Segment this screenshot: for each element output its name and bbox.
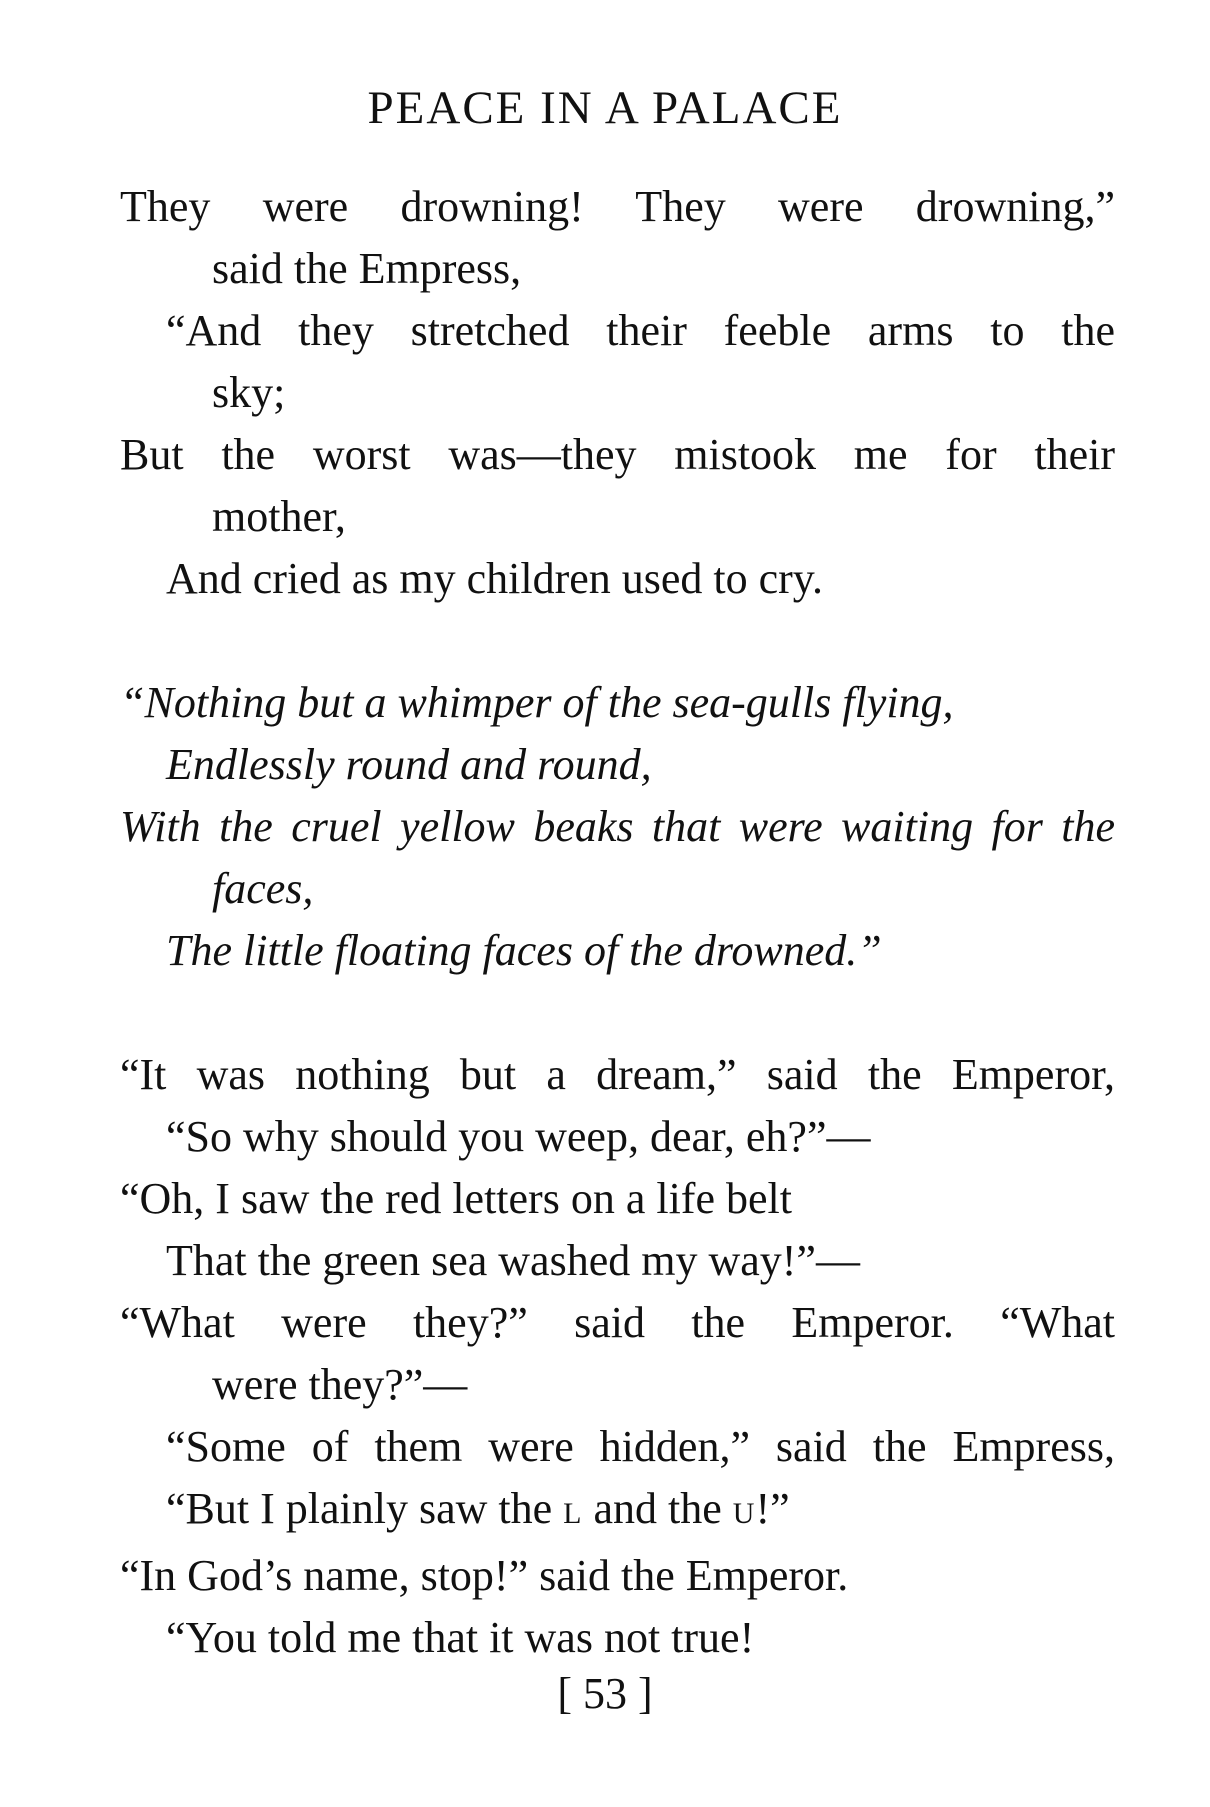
verse-line: “In God’s name, stop!” said the Emperor. [120,1551,849,1600]
running-title: PEACE IN A PALACE [367,82,843,134]
verse-line: Endlessly round and round, [166,740,652,789]
verse-line: That the green sea washed my way!”— [166,1236,860,1285]
stanza-3 [120,1044,1115,1669]
verse-line: said the Empress, [212,244,522,293]
verse-line: “Some of them were hidden,” said the Empress, [166,1422,1115,1471]
verse-line: And cried as my children used to cry. [166,554,823,603]
verse-line: mother, [212,492,346,541]
verse-line: “And they stretched their feeble arms to the [166,306,1115,355]
verse-line: With the cruel yellow beaks that were waiting for the [120,802,1115,851]
poem-body [120,176,1115,1669]
verse-line: “So why should you weep, dear, eh?”— [166,1112,871,1161]
verse-line: But the worst was—they mistook me for their [120,430,1115,479]
verse-line: “What were they?” said the Emperor. “What [120,1298,1115,1347]
verse-line: “It was nothing but a dream,” said the Emperor, [120,1050,1115,1099]
stanza-2 [120,672,1115,982]
stanza-break [120,982,1115,1044]
verse-text: and the [582,1484,733,1533]
verse-line: The little floating faces of the drowned.” [166,926,882,975]
verse-line: sky; [212,368,286,417]
stanza-1 [120,176,1115,610]
verse-line: “Oh, I saw the red letters on a life belt [120,1174,792,1223]
verse-line: They were drowning! They were drowning,” [120,182,1115,231]
verse-text: !” [755,1484,790,1533]
verse-line: were they?”— [212,1360,468,1409]
verse-line [120,1478,1115,1545]
stanza-break [120,610,1115,672]
small-cap-letter: L [563,1497,583,1530]
verse-line: faces, [212,864,314,913]
verse-text: “But I plainly saw the [166,1484,564,1533]
small-cap-letter: U [732,1497,756,1530]
verse-line: “Nothing but a whimper of the sea-gulls flying, [120,678,954,727]
page-number: [ 53 ] [557,1669,653,1718]
verse-line: “You told me that it was not true! [166,1613,755,1662]
